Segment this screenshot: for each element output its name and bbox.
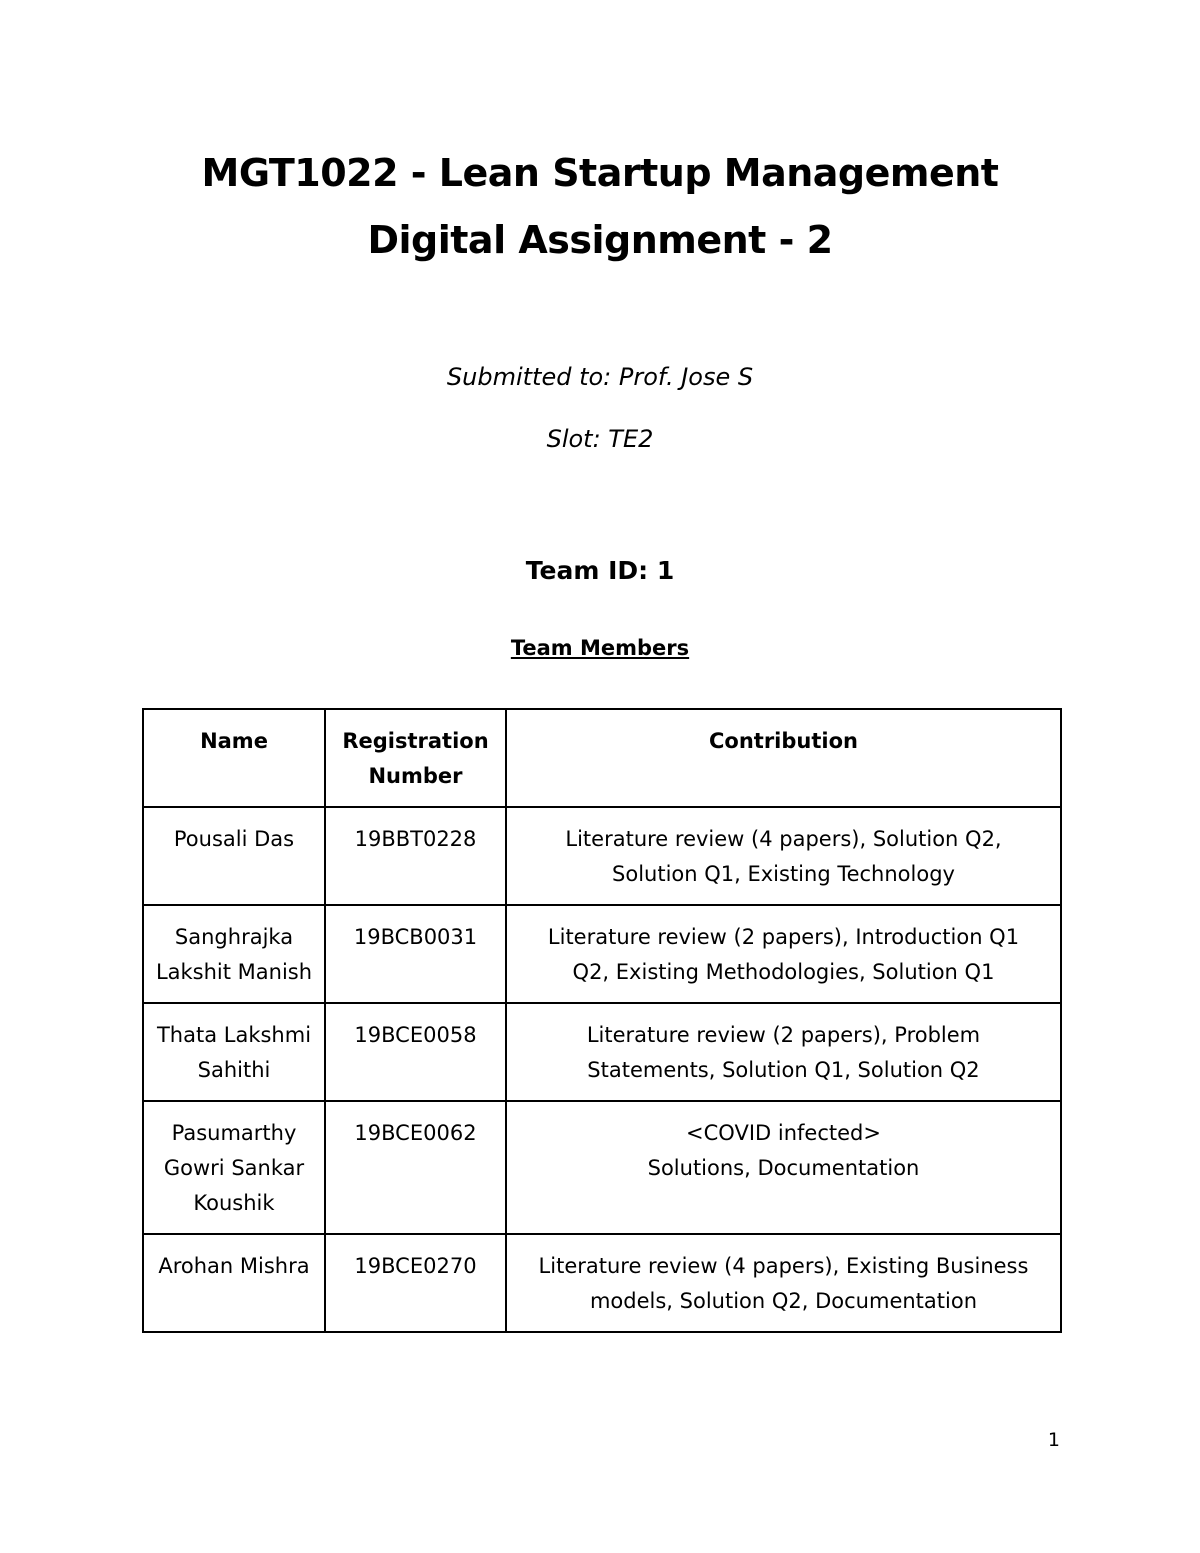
page-number: 1 bbox=[1047, 1429, 1060, 1451]
member-contribution bbox=[506, 905, 1061, 1003]
contribution-line: Literature review (4 papers), Existing Business bbox=[538, 1254, 1029, 1278]
header-contribution: Contribution bbox=[506, 709, 1061, 807]
member-contribution bbox=[506, 1101, 1061, 1234]
member-name: Thata Lakshmi Sahithi bbox=[143, 1003, 325, 1101]
member-registration-number: 19BCE0270 bbox=[325, 1234, 506, 1332]
contribution-line: Solution Q1, Existing Technology bbox=[612, 862, 955, 886]
document-subtitle: Digital Assignment - 2 bbox=[367, 218, 833, 262]
submitted-to-text: Submitted to: Prof. Jose S bbox=[446, 363, 754, 391]
contribution-line: models, Solution Q2, Documentation bbox=[589, 1289, 978, 1313]
member-contribution bbox=[506, 1003, 1061, 1101]
member-registration-number: 19BBT0228 bbox=[325, 807, 506, 905]
member-name: Pasumarthy Gowri Sankar Koushik bbox=[143, 1101, 325, 1234]
member-contribution bbox=[506, 807, 1061, 905]
table-row bbox=[143, 1234, 1061, 1332]
member-registration-number: 19BCB0031 bbox=[325, 905, 506, 1003]
contribution-line: Literature review (2 papers), Introduction Q1 bbox=[547, 925, 1020, 949]
contribution-line: Statements, Solution Q1, Solution Q2 bbox=[587, 1058, 980, 1082]
member-name: Pousali Das bbox=[143, 807, 325, 905]
table-header-row bbox=[143, 709, 1061, 807]
header-registration-number: Registration Number bbox=[325, 709, 506, 807]
member-contribution bbox=[506, 1234, 1061, 1332]
team-members-heading bbox=[0, 634, 1200, 662]
member-name: Sanghrajka Lakshit Manish bbox=[143, 905, 325, 1003]
slot-text: Slot: TE2 bbox=[546, 425, 654, 453]
contribution-line: Literature review (2 papers), Problem bbox=[586, 1023, 981, 1047]
member-name: Arohan Mishra bbox=[143, 1234, 325, 1332]
member-registration-number: 19BCE0058 bbox=[325, 1003, 506, 1101]
team-id-heading: Team ID: 1 bbox=[525, 556, 675, 585]
member-registration-number: 19BCE0062 bbox=[325, 1101, 506, 1234]
table-row bbox=[143, 905, 1061, 1003]
table-row bbox=[143, 807, 1061, 905]
contribution-line: Q2, Existing Methodologies, Solution Q1 bbox=[572, 960, 995, 984]
table-row bbox=[143, 1003, 1061, 1101]
team-members-heading-text: Team Members bbox=[510, 636, 690, 660]
contribution-line: Solutions, Documentation bbox=[647, 1156, 920, 1180]
document-title: MGT1022 - Lean Startup Management bbox=[201, 151, 999, 195]
table-row bbox=[143, 1101, 1061, 1234]
header-name: Name bbox=[143, 709, 325, 807]
contribution-line: <COVID infected> bbox=[686, 1121, 881, 1145]
team-members-table bbox=[142, 708, 1062, 1333]
contribution-line: Literature review (4 papers), Solution Q2, bbox=[565, 827, 1002, 851]
